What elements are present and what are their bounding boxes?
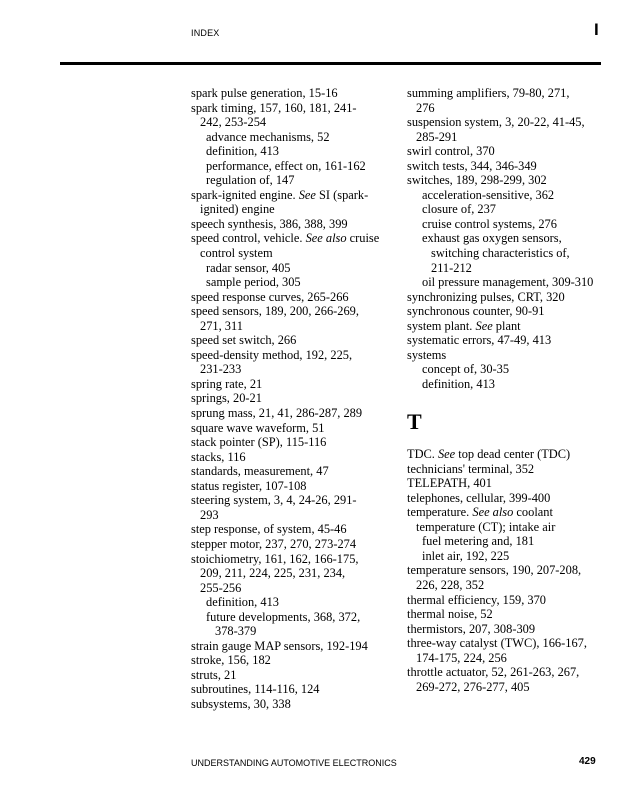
index-column-left [191,86,391,712]
index-entry: speed response curves, 265-266 [191,289,349,304]
index-subentry: 174-175, 224, 256 [416,650,507,665]
index-subentry: ignited) engine [200,202,275,217]
index-entry: status register, 107-108 [191,478,307,493]
footer-book-title: UNDERSTANDING AUTOMOTIVE ELECTRONICS [191,758,397,768]
index-entry: temperature sensors, 190, 207-208, [407,563,582,578]
index-subentry: inlet air, 192, 225 [422,548,510,563]
index-subentry: performance, effect on, 161-162 [206,158,366,173]
index-subentry: regulation of, 147 [206,173,295,188]
index-entry: TDC. See top dead center (TDC) [407,447,571,462]
index-entry: spark timing, 157, 160, 181, 241- [191,100,357,115]
section-heading-letter: T [407,409,422,435]
index-subentry: control system [200,246,273,261]
index-entry: throttle actuator, 52, 261-263, 267, [407,665,580,680]
index-subentry: 276 [416,100,435,115]
header-rule [60,62,601,65]
index-subentry: 231-233 [200,362,242,377]
index-entry: TELEPATH, 401 [407,476,492,491]
index-entry: stacks, 116 [191,449,246,464]
running-header: INDEX [191,28,220,38]
index-subentry: concept of, 30-35 [422,362,510,377]
index-entry: speed set switch, 266 [191,333,297,348]
index-entry: stack pointer (SP), 115-116 [191,435,327,450]
index-subentry: 226, 228, 352 [416,577,485,592]
index-entry: summing amplifiers, 79-80, 271, [407,86,570,100]
index-entry: thermal noise, 52 [407,607,493,622]
index-entry: springs, 20-21 [191,391,262,406]
index-subentry: sample period, 305 [206,275,301,290]
index-subentry: 378-379 [215,624,257,639]
index-subentry: oil pressure management, 309-310 [422,275,594,290]
index-entry: thermal efficiency, 159, 370 [407,592,547,607]
index-entry: stoichiometry, 161, 162, 166-175, [191,551,359,566]
index-subentry: 209, 211, 224, 225, 231, 234, [200,566,346,581]
spacer [407,391,607,406]
index-subentry: definition, 413 [206,595,279,610]
index-entry: telephones, cellular, 399-400 [407,490,551,505]
index-entry: steering system, 3, 4, 24-26, 291- [191,493,357,508]
index-column-right [407,86,607,694]
index-entry: standards, measurement, 47 [191,464,329,479]
index-entry-list [191,86,391,712]
index-subentry: 293 [200,507,219,522]
index-entry: sprung mass, 21, 41, 286-287, 289 [191,406,363,421]
index-entry: suspension system, 3, 20-22, 41-45, [407,115,585,130]
index-subentry: exhaust gas oxygen sensors, [422,231,562,246]
index-entry: step response, of system, 45-46 [191,522,347,537]
index-entry: swirl control, 370 [407,144,495,159]
index-entry: technicians' terminal, 352 [407,461,535,476]
index-entry: speed-density method, 192, 225, [191,347,353,362]
index-entry: subsystems, 30, 338 [191,696,291,711]
index-entry: spark-ignited engine. See SI (spark- [191,187,369,202]
index-entry: switches, 189, 298-299, 302 [407,173,547,188]
index-entry-list [407,86,607,391]
index-entry: synchronous counter, 90-91 [407,304,545,319]
index-subentry: 211-212 [431,260,472,275]
index-entry: system plant. See plant [407,318,521,333]
index-subentry: 242, 253-254 [200,115,267,130]
index-entry: synchronizing pulses, CRT, 320 [407,289,565,304]
index-entry: systems [407,347,447,362]
index-entry: spark pulse generation, 15-16 [191,86,338,100]
index-entry: three-way catalyst (TWC), 166-167, [407,636,587,651]
index-entry: subroutines, 114-116, 124 [191,682,320,697]
index-subentry: temperature (CT); intake air [416,519,556,534]
index-subentry: advance mechanisms, 52 [206,129,330,144]
index-subentry: 285-291 [416,129,458,144]
index-entry: thermistors, 207, 308-309 [407,621,536,636]
index-subentry: future developments, 368, 372, [206,609,361,624]
header-section-letter: I [594,20,599,39]
index-subentry: 269-272, 276-277, 405 [416,679,530,694]
index-entry: square wave waveform, 51 [191,420,325,435]
index-subentry: definition, 413 [206,144,279,159]
index-entry: switch tests, 344, 346-349 [407,158,537,173]
index-entry: speed sensors, 189, 200, 266-269, [191,304,359,319]
index-entry: temperature. See also coolant [407,505,553,520]
index-entry: stepper motor, 237, 270, 273-274 [191,536,357,551]
index-entry: speed control, vehicle. See also cruise [191,231,380,246]
index-entry: systematic errors, 47-49, 413 [407,333,552,348]
index-subentry: acceleration-sensitive, 362 [422,187,555,202]
page-number: 429 [579,756,596,767]
index-entry: strain gauge MAP sensors, 192-194 [191,638,368,653]
index-entry: stroke, 156, 182 [191,653,271,668]
index-subentry: cruise control systems, 276 [422,216,557,231]
index-subentry: radar sensor, 405 [206,260,291,275]
index-subentry: switching characteristics of, [431,246,570,261]
index-subentry: 271, 311 [200,318,243,333]
index-entry: speech synthesis, 386, 388, 399 [191,216,348,231]
index-entry: struts, 21 [191,667,237,682]
index-subentry: fuel metering and, 181 [422,534,535,549]
index-subentry: 255-256 [200,580,242,595]
index-subentry: closure of, 237 [422,202,496,217]
index-subentry: definition, 413 [422,376,495,391]
index-entry: spring rate, 21 [191,376,263,391]
index-entry-list [407,447,607,694]
